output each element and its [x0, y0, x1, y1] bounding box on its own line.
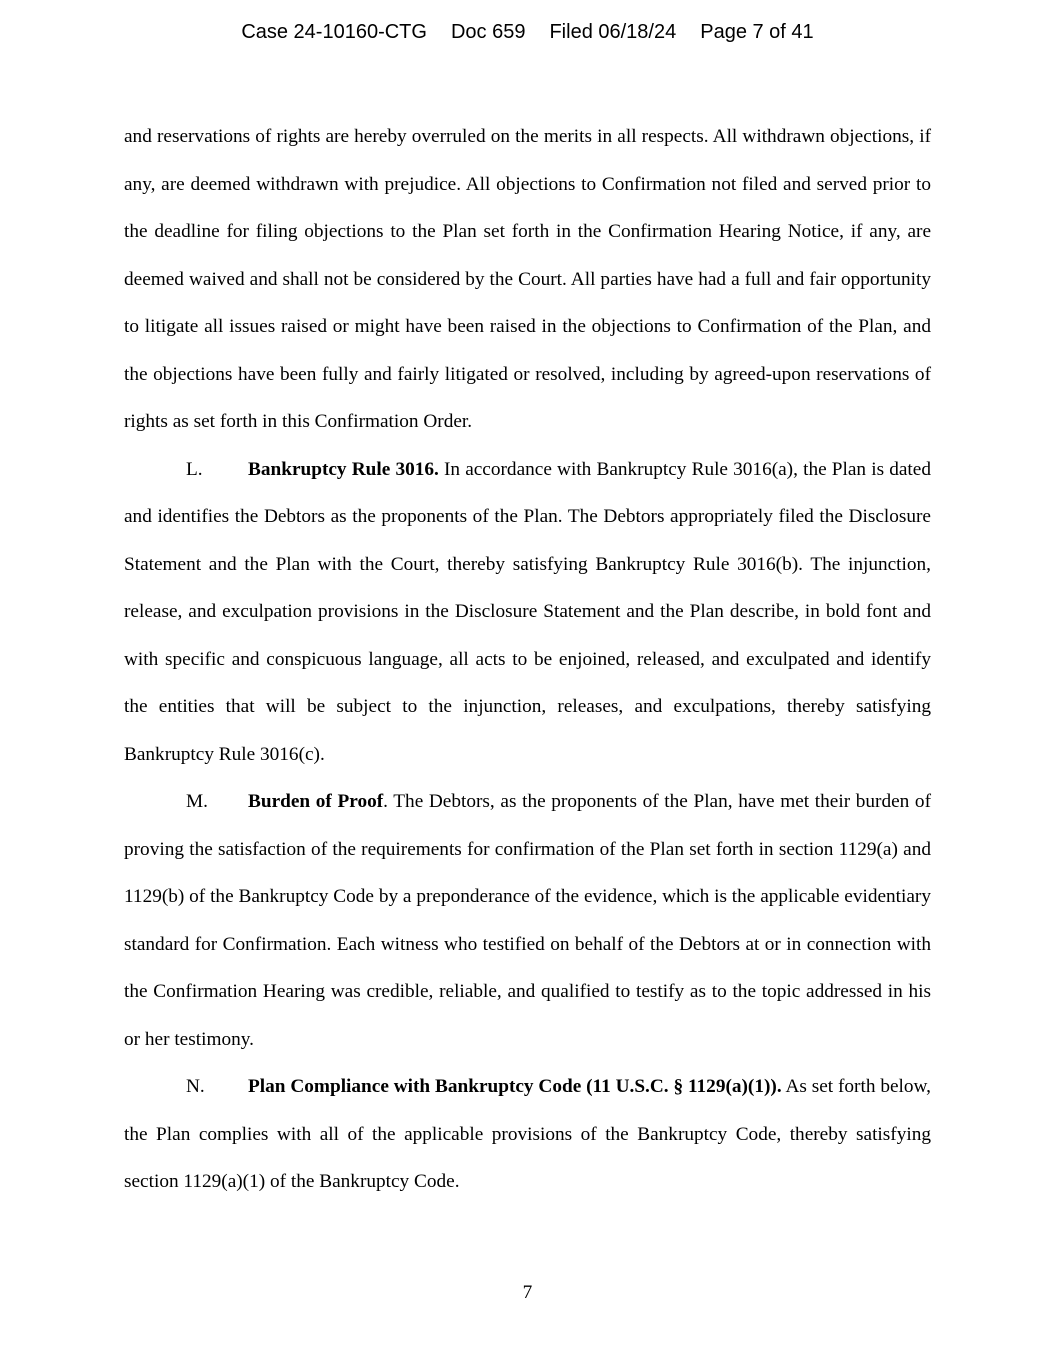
paragraph-m	[124, 778, 931, 1063]
paragraph-marker: N.	[186, 1076, 205, 1097]
paragraph-n	[124, 1063, 931, 1206]
paragraph-continuation: and reservations of rights are hereby overruled on the merits in all respects. All withdrawn objections, if any, are deemed withdrawn with prejudice. All objections to Confirmation not filed and served prior to the deadline for filing objections to the Plan set forth in the Confirmation Hearing Notice, if any, are deemed waived and shall not be considered by the Court. All parties have had a full and fair opportunity to litigate all issues raised or might have been raised in the objections to Confirmation of the Plan, and the objections have been fully and fairly litigated or resolved, including by agreed-upon reservations of rights as set forth in this Confirmation Order.	[124, 126, 931, 432]
paragraph-text: As set forth below, the Plan complies with all of the applicable provisions of the Bankruptcy Code, thereby satisfying section 1129(a)(1) of the Bankruptcy Code.	[124, 1076, 932, 1192]
paragraph-marker: L.	[186, 458, 203, 480]
filed-date: Filed 06/18/24	[549, 21, 677, 43]
paragraph-heading: Plan Compliance with Bankruptcy Code (11 U.S.C. § 1129(a)(1)).	[248, 1076, 782, 1097]
doc-number: Doc 659	[450, 21, 526, 43]
paragraph-l	[124, 446, 931, 779]
page-number: 7	[522, 1282, 533, 1303]
court-filing-header	[0, 18, 1055, 46]
page-count: Page 7 of 41	[700, 21, 814, 43]
paragraph-marker: M.	[186, 791, 208, 812]
paragraph-text: . The Debtors, as the proponents of the Plan, have met their burden of proving the satisfaction of the requirements for confirmation of the Plan set forth in section 1129(a) and 1129(b) of the Bankruptcy Code by a preponderance of the evidence, which is the applicable evidentiary standard for Confirmation. Each witness who testified on behalf of the Debtors at or in connection with the Confirmation Hearing was credible, reliable, and qualified to testify as to the topic addressed in his or her testimony.	[124, 791, 931, 1050]
case-number: Case 24-10160-CTG	[241, 21, 427, 43]
paragraph-heading: Burden of Proof	[248, 791, 384, 812]
document-body	[124, 113, 931, 1206]
paragraph-heading: Bankruptcy Rule 3016.	[248, 458, 439, 480]
paragraph-text: In accordance with Bankruptcy Rule 3016(a), the Plan is dated and identifies the Debtors as the proponents of the Plan. The Debtors appropriately filed the Disclosure Statement and the Plan with the Court, thereby satisfying Bankruptcy Rule 3016(b). The injunction, release, and exculpation provisions in the Disclosure Statement and the Plan describe, in bold font and with specific and conspicuous language, all acts to be enjoined, released, and exculpated and identify the entities that will be subject to the injunction, releases, and exculpations, thereby satisfying Bankruptcy Rule 3016(c).	[124, 458, 931, 765]
